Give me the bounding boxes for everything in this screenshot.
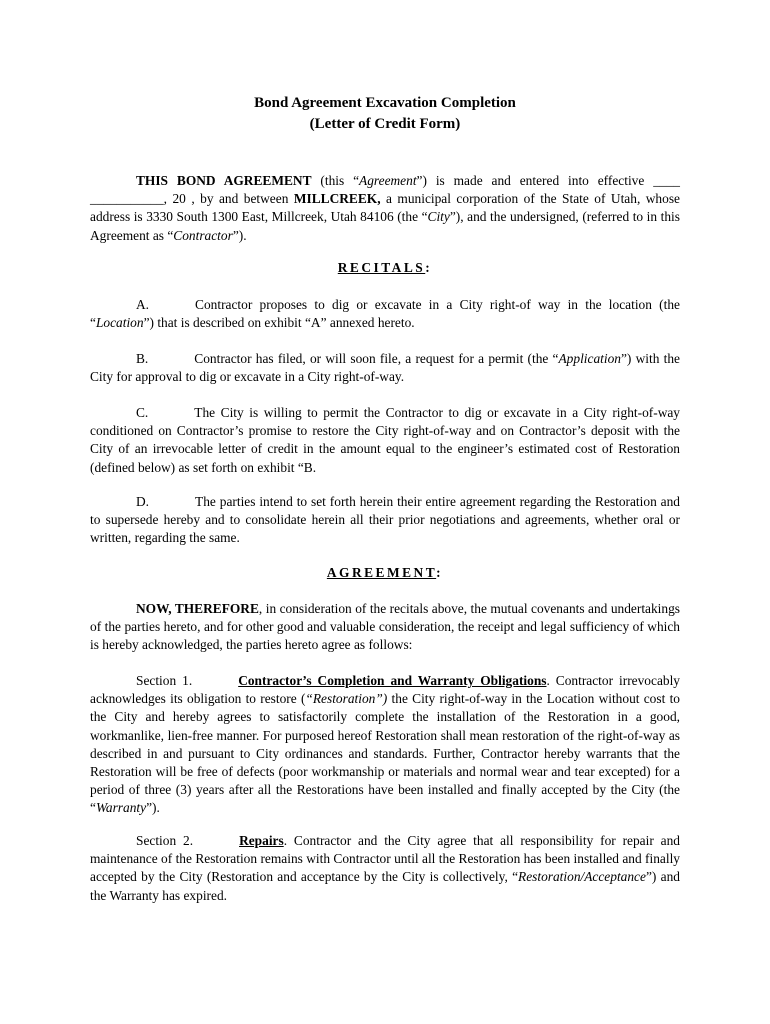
section-1-text-2: the City right-of-way in the Location without cost to the City and hereby agrees to satisfactorily complete the installation of the Restoration in a good, workmanlike, lien-free manner. For purposed hereof Restoration shall mean restoration of the right-of-way as described in and pursuant to City ordinances and standards. Further, Contractor hereby warrants that the Restoration will be free of defects (poor workmanship or materials and normal wear and tear excepted) for a period of three (3) years after all the Restorations have been installed and finally accepted by the City (the “: [90, 691, 680, 816]
intro-text-1: (this “: [311, 173, 360, 188]
section-1-heading: Contractor’s Completion and Warranty Obligations: [238, 673, 547, 688]
section-2-restoration-acceptance-term: Restoration/Acceptance: [518, 869, 646, 885]
recital-d-text: The parties intend to set forth herein their entire agreement regarding the Restoration and to supersede hereby and to consolidate herein all their prior negotiations and agreements, whether oral or written, regarding the same.: [90, 494, 680, 546]
section-2-label: Section 2.: [136, 833, 194, 848]
agreement-heading-text: AGREEMENT: [326, 565, 437, 580]
recitals-heading: [90, 260, 680, 276]
recital-a: [90, 296, 680, 332]
recital-d: [90, 493, 680, 548]
section-2-text-2: ”) and the Warranty has expired.: [90, 869, 680, 903]
section-1: [90, 672, 680, 818]
section-2-text-1: . Contractor and the City agree that all responsibility for repair and maintenance of the Restoration remains with Contractor until all the Restoration has been installed and finally accepted by the City (Restoration and acceptance by the City is collectively, “: [90, 833, 680, 885]
intro-millcreek: MILLCREEK,: [293, 191, 381, 207]
intro-text-2: ”) is made and entered into effective ____ ___________, 20 , by and between: [90, 173, 680, 207]
document-title: [90, 93, 680, 135]
intro-text-4: ”), and the undersigned, (referred to in this Agreement as “: [90, 209, 680, 243]
recital-a-location-term: Location: [95, 315, 144, 331]
intro-paragraph: [90, 172, 680, 245]
recital-b-text-2: ”) with the City for approval to dig or excavate in a City right-of-way.: [90, 351, 680, 385]
intro-text-3: a municipal corporation of the State of Utah, whose address is 3330 South 1300 East, Millcreek, Utah 84106 (the “: [90, 191, 680, 225]
recitals-heading-text: RECITALS: [337, 260, 426, 275]
recital-b-label: B.: [136, 351, 149, 366]
section-2-heading: Repairs: [239, 833, 284, 848]
intro-text-5: ”).: [232, 227, 247, 243]
recital-c-label: C.: [136, 405, 149, 420]
recital-b-text-1: Contractor has filed, or will soon file, a request for a permit (the “: [194, 351, 559, 366]
recitals-heading-colon: :: [425, 260, 433, 275]
intro-contractor-term: Contractor: [173, 227, 233, 243]
title-line-1: Bond Agreement Excavation Completion: [254, 95, 516, 111]
recital-a-label: A.: [136, 297, 150, 312]
intro-agreement-term: Agreement: [359, 173, 417, 188]
now-therefore-text: , in consideration of the recitals above, the mutual covenants and undertakings of the parties hereto, and for other good and valuable consideration, the receipt and legal sufficiency of which is hereby acknowledged, the parties hereto agree as follows:: [90, 601, 680, 653]
title-line-2: (Letter of Credit Form): [309, 116, 461, 132]
section-1-label: Section 1.: [136, 673, 193, 688]
section-1-text-3: ”).: [146, 800, 160, 816]
recital-b: [90, 350, 680, 386]
section-1-restoration-term: “Restoration”): [305, 691, 388, 707]
intro-city-term: City: [427, 209, 450, 225]
now-therefore-paragraph: [90, 600, 680, 655]
section-1-text-1: . Contractor irrevocably acknowledges its obligation to restore (: [90, 673, 680, 707]
recital-a-text-1: Contractor proposes to dig or excavate in a City right-of way in the location (the “: [90, 297, 680, 331]
intro-lead: THIS BOND AGREEMENT: [136, 173, 312, 188]
section-1-warranty-term: Warranty: [95, 800, 147, 816]
recital-c-text: The City is willing to permit the Contractor to dig or excavate in a City right-of-way conditioned on Contractor’s promise to restore the City right-of-way and on Contractor’s deposit with the City of an irrevocable letter of credit in the amount equal to the engineer’s estimated cost of Restoration (defined below) as set forth on exhibit “B.: [90, 405, 680, 475]
recital-b-application-term: Application: [558, 351, 621, 366]
recital-c: [90, 404, 680, 477]
section-2: [90, 832, 680, 905]
recital-a-text-2: ”) that is described on exhibit “A” annexed hereto.: [143, 315, 415, 331]
agreement-heading: [90, 565, 680, 581]
recital-d-label: D.: [136, 494, 150, 509]
now-therefore-lead: NOW, THEREFORE: [136, 601, 259, 616]
agreement-heading-colon: :: [436, 565, 444, 580]
